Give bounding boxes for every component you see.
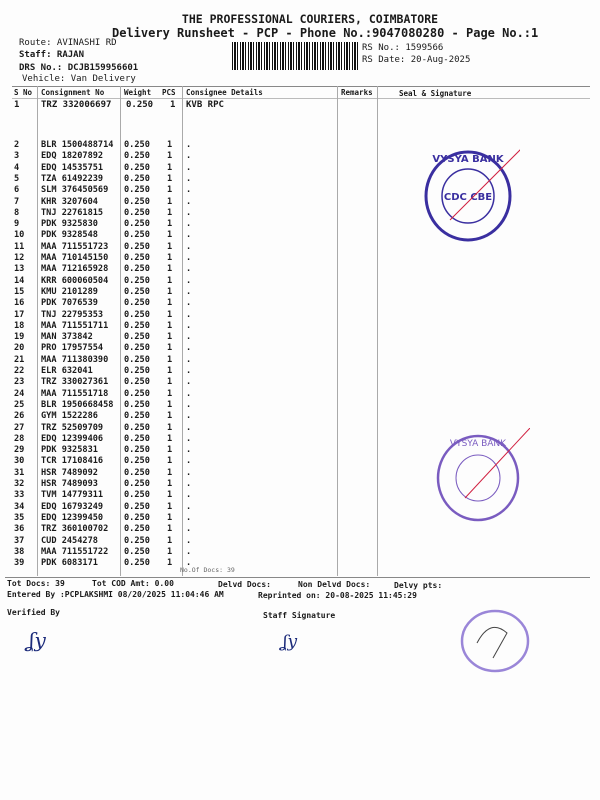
table-row: [0, 140, 200, 151]
verified-by-label: Verified By: [7, 608, 60, 617]
cell-pcs: 1: [167, 558, 173, 569]
col-weight: Weight: [124, 88, 152, 97]
cell-pcs: 1: [167, 535, 173, 546]
cell-consignment-no: MAA 711551711: [41, 320, 109, 331]
cell-consignee: .: [186, 320, 192, 331]
cell-pcs: 1: [167, 173, 173, 184]
cell-sno: 38: [14, 546, 25, 557]
cell-sno: 22: [14, 366, 25, 376]
cell-sno: 13: [14, 264, 25, 275]
cell-sno: 39: [14, 558, 25, 569]
cell-weight: 0.250: [124, 309, 150, 320]
cell-weight: 0.250: [124, 490, 150, 501]
table-row: [0, 389, 200, 400]
cell-consignment-no: MAA 711380390: [41, 354, 109, 365]
table-row: [0, 479, 200, 490]
cell-pcs: 1: [167, 377, 173, 388]
table-row: [0, 513, 200, 524]
cell-consignment-no: TNJ 22761815: [41, 207, 104, 218]
cell-consignment-no: PDK 9325831: [41, 445, 98, 456]
cell-consignee: .: [186, 524, 192, 535]
cell-sno: 4: [14, 162, 20, 173]
cell-weight: 0.250: [124, 535, 150, 546]
cell-sno: 7: [14, 196, 20, 207]
table-row: [0, 468, 200, 479]
cell-pcs: 1: [167, 275, 173, 286]
cell-weight: 0.250: [124, 433, 150, 444]
cell-pcs: 1: [167, 546, 173, 557]
cell-pcs: 1: [167, 524, 173, 535]
cell-weight: 0.250: [124, 467, 150, 478]
table-row: [0, 219, 200, 230]
cell-consignment-no: MAA 712165928: [41, 264, 109, 275]
table-row: [0, 377, 200, 388]
cell-consignment-no: TNJ 22795353: [41, 309, 104, 320]
svg-text:CDC CBE: CDC CBE: [443, 192, 493, 203]
table-row: [0, 321, 200, 332]
cell-pcs: 1: [167, 309, 173, 320]
cell-consignment-no: BLR 1950668458: [41, 399, 114, 410]
cell-pcs: 1: [167, 479, 173, 489]
company-name: THE PROFESSIONAL COURIERS, COIMBATORE: [181, 12, 439, 26]
drs-no: DRS No.: DCJB159956601: [19, 63, 139, 73]
cell-consignment-no: EDQ 14535751: [41, 162, 104, 173]
cell-sno: 29: [14, 445, 25, 456]
cell-pcs: 1: [167, 388, 173, 399]
col-seal: Seal & Signature: [399, 89, 472, 98]
cell-sno: 9: [14, 219, 20, 230]
cell-pcs: 1: [167, 320, 173, 331]
cell-consignee: .: [186, 388, 192, 399]
table-row: [0, 264, 200, 275]
cell-weight: 0.250: [124, 185, 150, 196]
cell-sno: 28: [14, 433, 25, 444]
cell-weight: 0.250: [124, 332, 150, 343]
cell-pcs: 1: [167, 219, 173, 230]
table-row: [0, 276, 200, 287]
route: Route: AVINASHI RD: [19, 38, 117, 48]
cell-consignment-no: EDQ 16793249: [41, 501, 104, 512]
cell-sno: 3: [14, 151, 20, 162]
cell-consignee: .: [186, 298, 192, 309]
cell-sno: 6: [14, 185, 20, 196]
cell-consignee: .: [186, 377, 192, 388]
cell-consignee: .: [186, 332, 192, 343]
table-row: [0, 174, 200, 185]
cell-weight: 0.250: [124, 241, 150, 252]
cell-consignment-no: TCR 17108416: [41, 456, 104, 467]
reprinted-on: Reprinted on: 20-08-2025 11:45:29: [258, 591, 417, 600]
cell-consignee: .: [186, 512, 192, 523]
cell-consignment-no: MAA 711551722: [41, 546, 109, 557]
table-row: [0, 332, 200, 343]
runsheet-title: Delivery Runsheet - PCP - Phone No.:9047080280 - Page No.:1: [112, 26, 539, 40]
cell-sno: 18: [14, 320, 25, 331]
cell-consignee: .: [186, 309, 192, 320]
cell-consignee: .: [186, 354, 192, 365]
cell-consignee: KVB RPC: [186, 100, 224, 110]
table-row: [0, 400, 200, 411]
col-sno: S No: [14, 88, 33, 97]
delvy-pts: Delvy pts:: [394, 581, 443, 590]
cell-pcs: 1: [167, 512, 173, 523]
cell-consignee: .: [186, 275, 192, 286]
cell-consignment-no: TRZ 332006697: [41, 100, 112, 110]
cell-pcs: 1: [167, 151, 173, 162]
cell-weight: 0.250: [124, 422, 150, 433]
cell-consignment-no: TRZ 360100702: [41, 524, 109, 535]
cell-consignee: .: [186, 535, 192, 546]
cell-consignee: .: [186, 185, 192, 196]
cell-pcs: 1: [167, 490, 173, 501]
cell-pcs: 1: [167, 162, 173, 173]
cell-sno: 26: [14, 411, 25, 422]
cell-weight: 0.250: [124, 320, 150, 331]
cell-consignment-no: TRZ 52509709: [41, 422, 104, 433]
cell-pcs: 1: [167, 354, 173, 365]
cell-weight: 0.250: [124, 411, 150, 422]
cell-weight: 0.250: [124, 298, 150, 309]
tot-cod: Tot COD Amt: 0.00: [92, 579, 174, 588]
cell-consignee: .: [186, 162, 192, 173]
cell-consignee: .: [186, 490, 192, 501]
cell-sno: 21: [14, 354, 25, 365]
cell-consignment-no: MAN 373842: [41, 332, 93, 343]
cell-sno: 31: [14, 467, 25, 478]
cell-pcs: 1: [167, 399, 173, 410]
cell-weight: 0.250: [124, 207, 150, 218]
cell-pcs: 1: [167, 196, 173, 207]
cell-sno: 11: [14, 241, 25, 252]
cell-weight: 0.250: [126, 100, 154, 110]
table-row: [0, 298, 200, 309]
table-row: [0, 366, 200, 377]
cell-sno: 2: [14, 140, 20, 150]
barcode: [232, 42, 358, 70]
cell-weight: 0.250: [124, 366, 150, 376]
cell-consignee: .: [186, 230, 192, 241]
cell-consignee: .: [186, 151, 192, 162]
cell-pcs: 1: [167, 253, 173, 263]
cell-pcs: 1: [167, 343, 173, 354]
cell-consignment-no: TZA 61492239: [41, 173, 104, 184]
table-row: [0, 310, 200, 321]
cell-consignee: .: [186, 546, 192, 557]
table-row: [0, 445, 200, 456]
table-row: [0, 536, 200, 547]
table-row: [0, 185, 200, 196]
cell-pcs: 1: [167, 366, 173, 376]
svg-text:VYSYA BANK: VYSYA BANK: [432, 154, 504, 165]
cell-sno: 27: [14, 422, 25, 433]
cell-pcs: 1: [167, 456, 173, 467]
cell-sno: 24: [14, 388, 25, 399]
cell-pcs: 1: [167, 433, 173, 444]
cell-consignee: .: [186, 241, 192, 252]
table-row: [0, 423, 200, 434]
cell-consignment-no: TRZ 330027361: [41, 377, 109, 388]
cell-consignee: .: [186, 140, 192, 150]
cell-consignment-no: ELR 632041: [41, 366, 93, 376]
cell-consignee: .: [186, 433, 192, 444]
table-row: [0, 197, 200, 208]
cell-weight: 0.250: [124, 173, 150, 184]
cell-sno: 36: [14, 524, 25, 535]
cell-pcs: 1: [167, 445, 173, 456]
cell-sno: 32: [14, 479, 25, 489]
cell-sno: 16: [14, 298, 25, 309]
table-row: [0, 242, 200, 253]
staff-signature: ʆy: [282, 632, 298, 652]
cell-sno: 23: [14, 377, 25, 388]
cell-pcs: 1: [167, 422, 173, 433]
table-row: [0, 253, 200, 264]
cell-pcs: 1: [167, 286, 173, 297]
cell-consignment-no: GYM 1522286: [41, 411, 98, 422]
table-row: [0, 208, 200, 219]
cell-sno: 37: [14, 535, 25, 546]
table-row: [0, 230, 200, 241]
table-row: [0, 524, 200, 535]
cell-consignment-no: KHR 3207604: [41, 196, 98, 207]
cell-consignment-no: HSR 7489093: [41, 479, 98, 489]
delvd-docs: Delvd Docs:: [218, 580, 271, 589]
cell-weight: 0.250: [124, 230, 150, 241]
cell-weight: 0.250: [124, 456, 150, 467]
cell-sno: 30: [14, 456, 25, 467]
cell-consignee: .: [186, 501, 192, 512]
cell-consignee: .: [186, 411, 192, 422]
cell-consignee: .: [186, 558, 192, 569]
cell-consignee: .: [186, 173, 192, 184]
cell-weight: 0.250: [124, 512, 150, 523]
cell-weight: 0.250: [124, 264, 150, 275]
cell-weight: 0.250: [124, 162, 150, 173]
bank-stamp-2: [430, 428, 530, 528]
cell-weight: 0.250: [124, 445, 150, 456]
col-consignee: Consignee Details: [186, 88, 263, 97]
bank-stamp-3: [455, 603, 535, 673]
rs-date: RS Date: 20-Aug-2025: [362, 55, 471, 65]
cell-weight: 0.250: [124, 219, 150, 230]
cell-weight: 0.250: [124, 479, 150, 489]
staff: Staff: RAJAN: [19, 50, 85, 60]
no-of-docs: No.Of Docs: 39: [180, 566, 235, 574]
cell-pcs: 1: [167, 140, 173, 150]
cell-consignment-no: MAA 711551723: [41, 241, 109, 252]
cell-weight: 0.250: [124, 524, 150, 535]
cell-pcs: 1: [167, 411, 173, 422]
cell-pcs: 1: [167, 264, 173, 275]
vehicle: Vehicle: Van Delivery: [22, 74, 136, 84]
table-row: [0, 490, 200, 501]
cell-sno: 10: [14, 230, 25, 241]
cell-pcs: 1: [167, 467, 173, 478]
cell-weight: 0.250: [124, 558, 150, 569]
table-row: [0, 163, 200, 174]
cell-consignee: .: [186, 422, 192, 433]
rs-no: RS No.: 1599566: [362, 43, 444, 53]
table-row: [0, 355, 200, 366]
cell-consignment-no: PDK 6083171: [41, 558, 98, 569]
cell-sno: 25: [14, 399, 25, 410]
cell-consignee: .: [186, 445, 192, 456]
cell-consignment-no: SLM 376450569: [41, 185, 109, 196]
cell-consignee: .: [186, 207, 192, 218]
cell-consignment-no: EDQ 12399450: [41, 512, 104, 523]
cell-consignment-no: EDQ 18207892: [41, 151, 104, 162]
verifier-signature: ʆy: [28, 628, 46, 652]
cell-consignee: .: [186, 456, 192, 467]
cell-weight: 0.250: [124, 140, 150, 150]
cell-weight: 0.250: [124, 253, 150, 263]
tot-docs: Tot Docs: 39: [7, 579, 65, 588]
cell-consignee: .: [186, 366, 192, 376]
cell-consignee: .: [186, 253, 192, 263]
cell-consignee: .: [186, 399, 192, 410]
table-row: [0, 547, 200, 558]
cell-consignment-no: MAA 710145150: [41, 253, 109, 263]
entered-by: Entered By :PCPLAKSHMI 08/20/2025 11:04:46 AM: [7, 590, 224, 599]
table-row: [0, 411, 200, 422]
cell-weight: 0.250: [124, 399, 150, 410]
cell-sno: 15: [14, 286, 25, 297]
cell-pcs: 1: [167, 185, 173, 196]
cell-consignment-no: KRR 600060504: [41, 275, 109, 286]
cell-weight: 0.250: [124, 196, 150, 207]
cell-consignment-no: BLR 1500488714: [41, 140, 114, 150]
cell-consignee: .: [186, 219, 192, 230]
cell-consignee: .: [186, 264, 192, 275]
cell-weight: 0.250: [124, 343, 150, 354]
cell-sno: 34: [14, 501, 25, 512]
cell-sno: 20: [14, 343, 25, 354]
cell-weight: 0.250: [124, 275, 150, 286]
cell-consignee: .: [186, 286, 192, 297]
non-delvd-docs: Non Delvd Docs:: [298, 580, 371, 589]
cell-consignment-no: CUD 2454278: [41, 535, 98, 546]
col-consignment: Consignment No: [41, 88, 105, 97]
table-row: [0, 502, 200, 513]
cell-consignment-no: EDQ 12399406: [41, 433, 104, 444]
cell-sno: 17: [14, 309, 25, 320]
svg-text:VYSYA BANK: VYSYA BANK: [449, 439, 507, 449]
cell-pcs: 1: [167, 501, 173, 512]
cell-consignee: .: [186, 343, 192, 354]
cell-consignment-no: TVM 14779311: [41, 490, 104, 501]
cell-sno: 19: [14, 332, 25, 343]
cell-pcs: 1: [167, 207, 173, 218]
cell-consignment-no: KMU 2101289: [41, 286, 98, 297]
table-row: [0, 456, 200, 467]
cell-weight: 0.250: [124, 151, 150, 162]
cell-pcs: 1: [167, 230, 173, 241]
cell-consignee: .: [186, 467, 192, 478]
col-pcs: PCS: [162, 88, 176, 97]
cell-weight: 0.250: [124, 377, 150, 388]
cell-sno: 8: [14, 207, 20, 218]
cell-sno: 1: [14, 100, 20, 110]
cell-consignment-no: MAA 711551718: [41, 388, 109, 399]
cell-weight: 0.250: [124, 354, 150, 365]
cell-consignment-no: PDK 9328548: [41, 230, 98, 241]
table-row: [0, 287, 200, 298]
table-row: [0, 343, 200, 354]
cell-weight: 0.250: [124, 286, 150, 297]
cell-weight: 0.250: [124, 546, 150, 557]
col-remarks: Remarks: [341, 88, 373, 97]
cell-pcs: 1: [167, 241, 173, 252]
cell-sno: 12: [14, 253, 25, 263]
cell-pcs: 1: [167, 298, 173, 309]
cell-sno: 33: [14, 490, 25, 501]
cell-weight: 0.250: [124, 501, 150, 512]
cell-consignment-no: PDK 7076539: [41, 298, 98, 309]
table-row: [0, 100, 340, 111]
cell-pcs: 1: [170, 100, 176, 110]
cell-weight: 0.250: [124, 388, 150, 399]
cell-sno: 35: [14, 512, 25, 523]
staff-signature-label: Staff Signature: [263, 611, 336, 620]
cell-consignment-no: PRO 17957554: [41, 343, 104, 354]
cell-pcs: 1: [167, 332, 173, 343]
cell-consignee: .: [186, 196, 192, 207]
table-row: [0, 151, 200, 162]
table-row: [0, 434, 200, 445]
cell-consignment-no: HSR 7489092: [41, 467, 98, 478]
bank-stamp-1: [420, 140, 520, 250]
cell-consignee: .: [186, 479, 192, 489]
cell-sno: 5: [14, 173, 20, 184]
cell-consignment-no: PDK 9325830: [41, 219, 98, 230]
table-row: [0, 558, 200, 569]
cell-sno: 14: [14, 275, 25, 286]
